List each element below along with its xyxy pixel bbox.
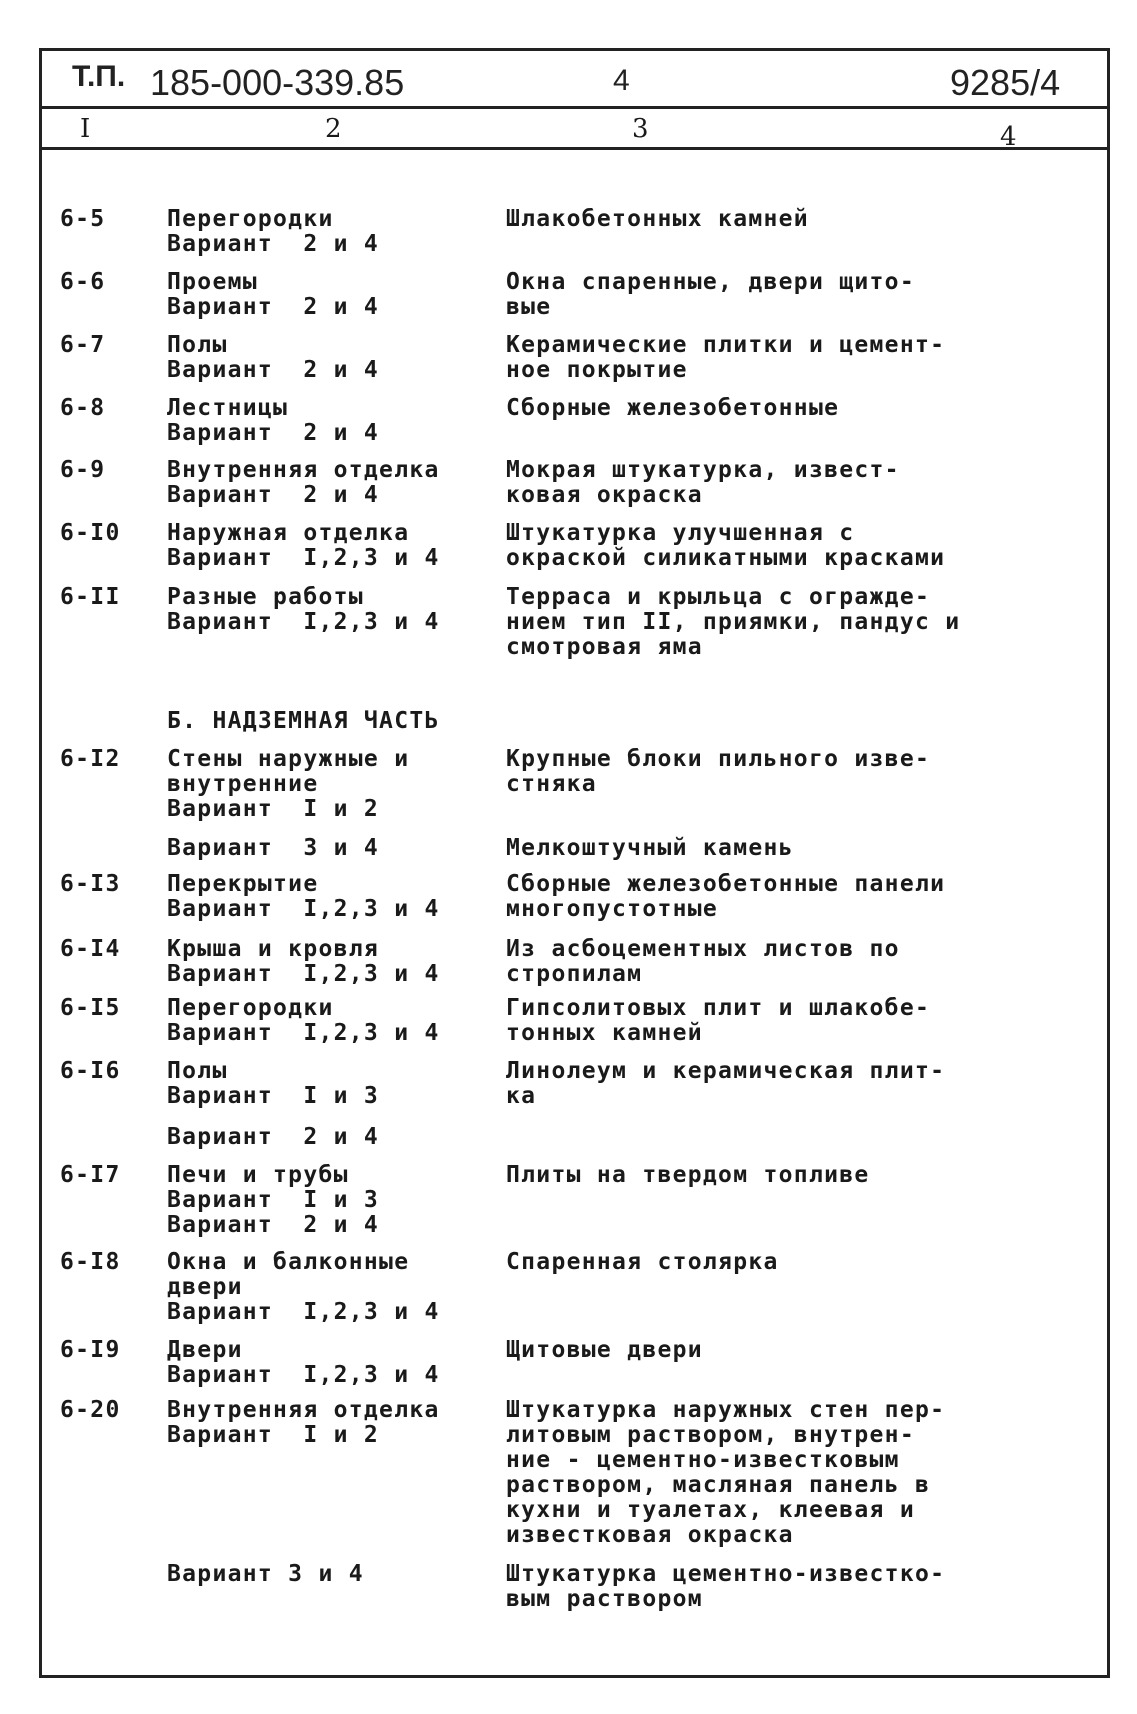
sheet-number: 9285/4 (950, 62, 1061, 103)
row-number: 6-I4 (60, 936, 121, 962)
element-name: Крыша и кровля Вариант I,2,3 и 4 (167, 936, 440, 987)
element-description: Спаренная столярка (506, 1249, 779, 1275)
element-description: Шлакобетонных камней (506, 206, 809, 232)
element-name: Вариант 2 и 4 (167, 1124, 380, 1150)
element-description: Штукатурка улучшенная с окраской силикатными красками (506, 520, 946, 571)
element-name: Внутренняя отделка Вариант I и 2 (167, 1397, 440, 1448)
element-description: Сборные железобетонные (506, 395, 840, 421)
element-name: Полы Вариант I и 3 (167, 1058, 380, 1109)
element-name: Б. НАДЗЕМНАЯ ЧАСТЬ (167, 708, 440, 734)
element-name: Полы Вариант 2 и 4 (167, 332, 380, 383)
element-description: Плиты на твердом топливе (506, 1162, 870, 1188)
column-header-divider (39, 147, 1110, 150)
element-name: Перекрытие Вариант I,2,3 и 4 (167, 871, 440, 922)
column-number-4: 4 (1000, 122, 1017, 152)
element-description: Из асбоцементных листов по стропилам (506, 936, 900, 987)
element-description: Гипсолитовых плит и шлакобе- тонных камней (506, 995, 931, 1046)
element-description: Мелкоштучный камень (506, 835, 794, 861)
element-description: Линолеум и керамическая плит- ка (506, 1058, 946, 1109)
element-description: Керамические плитки и цемент- ное покрытие (506, 332, 946, 383)
row-number: 6-I3 (60, 871, 121, 897)
doc-prefix: Т.П. (72, 60, 126, 93)
element-name: Внутренняя отделка Вариант 2 и 4 (167, 457, 440, 508)
element-name: Наружная отделка Вариант I,2,3 и 4 (167, 520, 440, 571)
element-description: Щитовые двери (506, 1337, 703, 1363)
element-name: Перегородки Вариант I,2,3 и 4 (167, 995, 440, 1046)
header-divider (39, 106, 1110, 109)
row-number: 6-I6 (60, 1058, 121, 1084)
element-name: Двери Вариант I,2,3 и 4 (167, 1337, 440, 1388)
element-name: Вариант 3 и 4 (167, 1561, 364, 1587)
element-name: Окна и балконные двери Вариант I,2,3 и 4 (167, 1249, 440, 1325)
row-number: 6-I8 (60, 1249, 121, 1275)
element-description: Мокрая штукатурка, извест- ковая окраска (506, 457, 900, 508)
row-number: 6-5 (60, 206, 106, 232)
element-name: Перегородки Вариант 2 и 4 (167, 206, 380, 257)
row-number: 6-20 (60, 1397, 121, 1423)
element-description: Окна спаренные, двери щито- вые (506, 269, 915, 320)
row-number: 6-II (60, 584, 121, 610)
row-number: 6-I9 (60, 1337, 121, 1363)
doc-code: 185-000-339.85 (150, 62, 405, 103)
column-number-2: 2 (325, 114, 342, 144)
element-description: Крупные блоки пильного изве- стняка (506, 746, 931, 797)
row-number: 6-6 (60, 269, 106, 295)
element-name: Разные работы Вариант I,2,3 и 4 (167, 584, 440, 635)
element-name: Лестницы Вариант 2 и 4 (167, 395, 380, 446)
row-number: 6-8 (60, 395, 106, 421)
element-name: Вариант 3 и 4 (167, 835, 380, 861)
page-number: 4 (613, 64, 630, 97)
element-description: Сборные железобетонные панели многопустотные (506, 871, 946, 922)
element-description: Штукатурка наружных стен пер- литовым раствором, внутрен- ние - цементно-известковым раствором, масляная панель в кухни и туалетах, клеевая и известковая окраска (506, 1397, 946, 1548)
column-number-1: I (80, 114, 91, 144)
element-description: Терраса и крыльца с огражде- нием тип II, приямки, пандус и смотровая яма (506, 584, 961, 660)
element-name: Проемы Вариант 2 и 4 (167, 269, 380, 320)
column-number-3: 3 (632, 114, 649, 144)
element-description: Штукатурка цементно-известко- вым раствором (506, 1561, 946, 1612)
row-number: 6-7 (60, 332, 106, 358)
row-number: 6-I0 (60, 520, 121, 546)
row-number: 6-I5 (60, 995, 121, 1021)
element-name: Стены наружные и внутренние Вариант I и 2 (167, 746, 410, 822)
row-number: 6-I7 (60, 1162, 121, 1188)
row-number: 6-9 (60, 457, 106, 483)
row-number: 6-I2 (60, 746, 121, 772)
element-name: Печи и трубы Вариант I и 3 Вариант 2 и 4 (167, 1162, 380, 1238)
